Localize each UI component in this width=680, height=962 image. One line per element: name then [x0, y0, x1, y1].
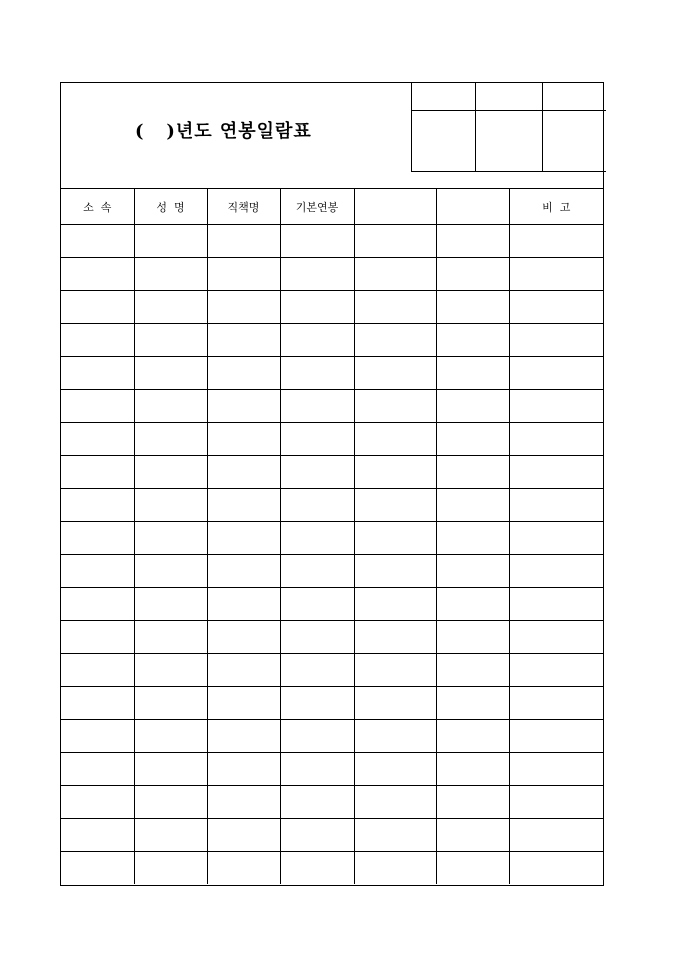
- table-cell[interactable]: [134, 423, 207, 456]
- table-row: [61, 390, 603, 423]
- table-cell[interactable]: [509, 456, 603, 489]
- table-cell[interactable]: [61, 390, 134, 423]
- approval-head-cell[interactable]: [412, 83, 476, 111]
- table-cell[interactable]: [436, 258, 509, 291]
- table-cell[interactable]: [509, 324, 603, 357]
- table-row: [61, 753, 603, 786]
- table-cell[interactable]: [61, 588, 134, 621]
- table-cell[interactable]: [509, 720, 603, 753]
- table-cell[interactable]: [134, 555, 207, 588]
- table-cell[interactable]: [354, 753, 436, 786]
- approval-sign-cell[interactable]: [476, 111, 543, 172]
- column-header-blank-1: [354, 189, 436, 225]
- table-row: [61, 819, 603, 852]
- table-cell[interactable]: [509, 786, 603, 819]
- table-cell[interactable]: [509, 390, 603, 423]
- table-cell[interactable]: [134, 588, 207, 621]
- table-cell[interactable]: [207, 390, 280, 423]
- table-cell[interactable]: [436, 225, 509, 258]
- table-cell[interactable]: [280, 258, 354, 291]
- table-cell[interactable]: [134, 357, 207, 390]
- table-cell[interactable]: [509, 522, 603, 555]
- table-cell[interactable]: [134, 456, 207, 489]
- table-cell[interactable]: [280, 786, 354, 819]
- table-cell[interactable]: [134, 258, 207, 291]
- table-cell[interactable]: [280, 555, 354, 588]
- table-cell[interactable]: [207, 720, 280, 753]
- column-header-name: 성 명: [134, 189, 207, 225]
- column-header-affiliation: 소 속: [61, 189, 134, 225]
- table-cell[interactable]: [354, 687, 436, 720]
- table-cell[interactable]: [280, 489, 354, 522]
- table-row: [61, 654, 603, 687]
- table-cell[interactable]: [354, 588, 436, 621]
- table-cell[interactable]: [354, 357, 436, 390]
- table-cell[interactable]: [207, 489, 280, 522]
- table-row: [61, 687, 603, 720]
- approval-head-cell[interactable]: [476, 83, 543, 111]
- table-cell[interactable]: [207, 753, 280, 786]
- table-cell[interactable]: [280, 852, 354, 885]
- table-cell[interactable]: [354, 225, 436, 258]
- table-cell[interactable]: [354, 456, 436, 489]
- table-cell[interactable]: [436, 753, 509, 786]
- approval-sign-cell[interactable]: [543, 111, 606, 172]
- table-cell[interactable]: [280, 687, 354, 720]
- table-cell[interactable]: [61, 423, 134, 456]
- table-cell[interactable]: [509, 555, 603, 588]
- table-cell[interactable]: [61, 291, 134, 324]
- table-cell[interactable]: [509, 258, 603, 291]
- table-cell[interactable]: [207, 423, 280, 456]
- table-cell[interactable]: [436, 654, 509, 687]
- table-cell[interactable]: [61, 654, 134, 687]
- table-cell[interactable]: [134, 687, 207, 720]
- table-cell[interactable]: [61, 225, 134, 258]
- header-row: [61, 189, 603, 225]
- table-cell[interactable]: [61, 753, 134, 786]
- table-cell[interactable]: [436, 456, 509, 489]
- table-cell[interactable]: [354, 819, 436, 852]
- table-cell[interactable]: [280, 522, 354, 555]
- table-row: [61, 489, 603, 522]
- table-cell[interactable]: [509, 753, 603, 786]
- table-cell[interactable]: [354, 654, 436, 687]
- table-cell[interactable]: [207, 819, 280, 852]
- table-cell[interactable]: [134, 654, 207, 687]
- table-cell[interactable]: [436, 291, 509, 324]
- table-cell[interactable]: [509, 423, 603, 456]
- table-cell[interactable]: [509, 852, 603, 885]
- table-cell[interactable]: [354, 390, 436, 423]
- table-row: [61, 555, 603, 588]
- table-cell[interactable]: [354, 489, 436, 522]
- table-cell[interactable]: [207, 588, 280, 621]
- table-cell[interactable]: [280, 423, 354, 456]
- table-row: [61, 225, 603, 258]
- table-cell[interactable]: [280, 654, 354, 687]
- column-header-position: 직책명: [207, 189, 280, 225]
- table-cell[interactable]: [280, 753, 354, 786]
- table-cell[interactable]: [436, 588, 509, 621]
- table-cell[interactable]: [436, 819, 509, 852]
- table-cell[interactable]: [354, 621, 436, 654]
- table-cell[interactable]: [207, 456, 280, 489]
- table-cell[interactable]: [134, 522, 207, 555]
- table-cell[interactable]: [207, 852, 280, 885]
- table-cell[interactable]: [207, 621, 280, 654]
- table-cell[interactable]: [509, 489, 603, 522]
- table-cell[interactable]: [354, 258, 436, 291]
- table-cell[interactable]: [436, 324, 509, 357]
- table-cell[interactable]: [354, 324, 436, 357]
- table-cell[interactable]: [61, 555, 134, 588]
- form-title: ( )년도 연봉일람표: [135, 121, 312, 142]
- table-cell[interactable]: [134, 720, 207, 753]
- salary-table: [61, 189, 603, 884]
- table-cell[interactable]: [436, 489, 509, 522]
- table-cell[interactable]: [280, 225, 354, 258]
- table-cell[interactable]: [280, 720, 354, 753]
- table-cell[interactable]: [61, 819, 134, 852]
- table-cell[interactable]: [134, 753, 207, 786]
- table-row: [61, 522, 603, 555]
- column-header-blank-2: [436, 189, 509, 225]
- table-row: [61, 456, 603, 489]
- table-cell[interactable]: [134, 390, 207, 423]
- table-cell[interactable]: [61, 621, 134, 654]
- table-cell[interactable]: [61, 687, 134, 720]
- table-cell[interactable]: [280, 291, 354, 324]
- table-cell[interactable]: [207, 687, 280, 720]
- table-cell[interactable]: [436, 522, 509, 555]
- table-cell[interactable]: [354, 423, 436, 456]
- table-cell[interactable]: [207, 654, 280, 687]
- table-row: [61, 324, 603, 357]
- table-cell[interactable]: [134, 786, 207, 819]
- table-row: [61, 852, 603, 885]
- table-cell[interactable]: [436, 687, 509, 720]
- table-cell[interactable]: [509, 357, 603, 390]
- table-cell[interactable]: [436, 720, 509, 753]
- table-cell[interactable]: [436, 621, 509, 654]
- table-cell[interactable]: [354, 852, 436, 885]
- salary-list-form: [60, 82, 604, 886]
- table-cell[interactable]: [207, 225, 280, 258]
- table-cell[interactable]: [207, 258, 280, 291]
- table-row: [61, 291, 603, 324]
- table-row: [61, 258, 603, 291]
- table-cell[interactable]: [134, 291, 207, 324]
- table-cell[interactable]: [134, 324, 207, 357]
- table-cell[interactable]: [61, 852, 134, 885]
- table-cell[interactable]: [509, 654, 603, 687]
- table-cell[interactable]: [280, 819, 354, 852]
- table-row: [61, 720, 603, 753]
- table-cell[interactable]: [207, 291, 280, 324]
- table-cell[interactable]: [61, 786, 134, 819]
- table-cell[interactable]: [61, 456, 134, 489]
- table-cell[interactable]: [280, 621, 354, 654]
- table-cell[interactable]: [354, 720, 436, 753]
- table-cell[interactable]: [436, 390, 509, 423]
- table-cell[interactable]: [354, 555, 436, 588]
- column-header-remarks: 비 고: [509, 189, 603, 225]
- table-cell[interactable]: [134, 621, 207, 654]
- table-cell[interactable]: [509, 291, 603, 324]
- table-row: [61, 588, 603, 621]
- table-cell[interactable]: [134, 852, 207, 885]
- table-cell[interactable]: [134, 489, 207, 522]
- table-cell[interactable]: [509, 621, 603, 654]
- table-cell[interactable]: [207, 357, 280, 390]
- table-row: [61, 357, 603, 390]
- approval-head-cell[interactable]: [543, 83, 606, 111]
- table-cell[interactable]: [61, 324, 134, 357]
- table-cell[interactable]: [436, 555, 509, 588]
- table-cell[interactable]: [354, 786, 436, 819]
- table-row: [61, 786, 603, 819]
- table-cell[interactable]: [134, 819, 207, 852]
- table-cell[interactable]: [436, 357, 509, 390]
- table-cell[interactable]: [280, 588, 354, 621]
- table-cell[interactable]: [207, 522, 280, 555]
- table-cell[interactable]: [436, 786, 509, 819]
- table-row: [61, 621, 603, 654]
- table-cell[interactable]: [280, 324, 354, 357]
- table-cell[interactable]: [354, 522, 436, 555]
- table-cell[interactable]: [207, 324, 280, 357]
- table-cell[interactable]: [207, 786, 280, 819]
- table-cell[interactable]: [61, 720, 134, 753]
- approval-sign-cell[interactable]: [412, 111, 476, 172]
- table-cell[interactable]: [280, 390, 354, 423]
- table-cell[interactable]: [280, 456, 354, 489]
- table-cell[interactable]: [207, 555, 280, 588]
- table-cell[interactable]: [280, 357, 354, 390]
- table-cell[interactable]: [436, 423, 509, 456]
- table-cell[interactable]: [61, 258, 134, 291]
- table-cell[interactable]: [509, 687, 603, 720]
- table-cell[interactable]: [354, 291, 436, 324]
- table-cell[interactable]: [509, 588, 603, 621]
- table-cell[interactable]: [436, 852, 509, 885]
- table-cell[interactable]: [61, 357, 134, 390]
- table-cell[interactable]: [509, 819, 603, 852]
- title-area: [61, 83, 603, 189]
- table-row: [61, 423, 603, 456]
- approval-box: [411, 83, 606, 172]
- table-cell[interactable]: [61, 489, 134, 522]
- table-cell[interactable]: [134, 225, 207, 258]
- table-cell[interactable]: [61, 522, 134, 555]
- table-cell[interactable]: [509, 225, 603, 258]
- column-header-base-salary: 기본연봉: [280, 189, 354, 225]
